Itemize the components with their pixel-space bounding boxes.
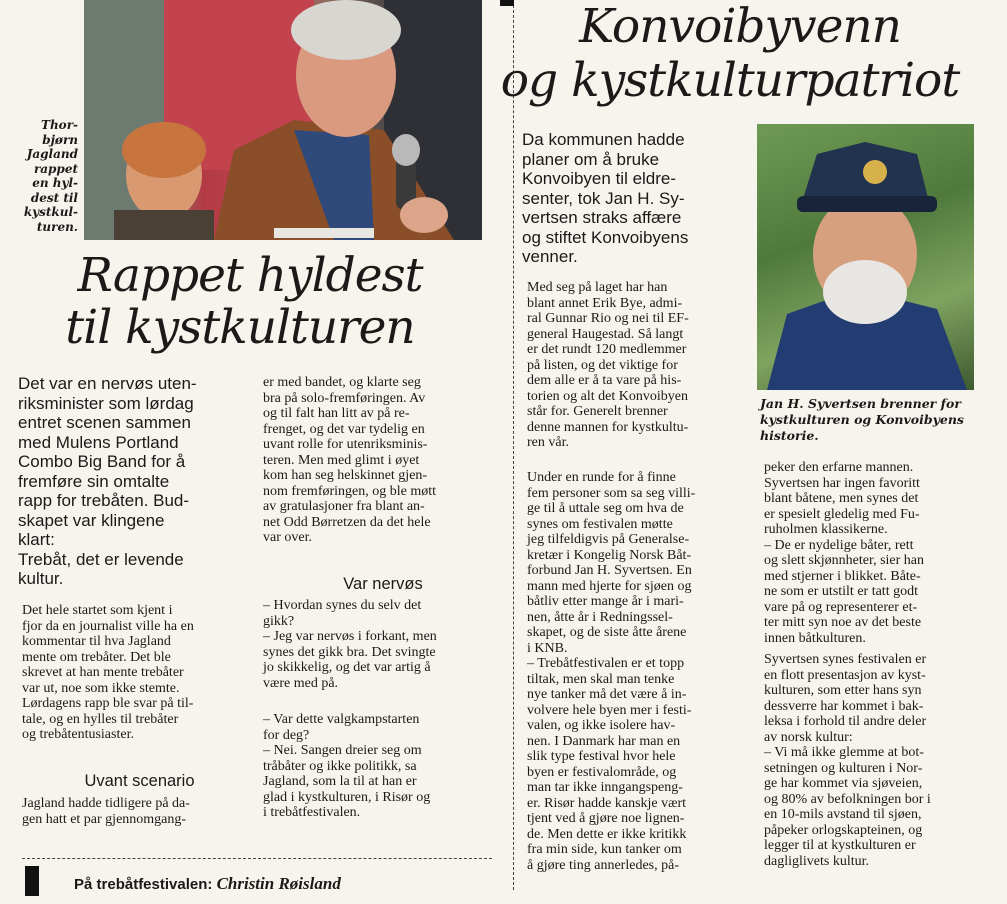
body-line: denne mannen for kystkultu- [527,419,689,435]
body-line: ge har kommet via sjøveien, [764,776,923,791]
body-line: for deg? [263,727,310,743]
body-line: – De er nydelige båter, rett [764,537,914,553]
body-line: Lørdagens rapp ble svar på til- [22,696,194,711]
lede-line: kultur. [18,569,64,588]
article2-col3-body [527,470,755,873]
photo-syvertsen [757,124,974,390]
headline-konvoibyvenn [500,0,960,108]
body-line: – Var dette valgkampstarten [263,712,420,727]
body-line: kretær i Kongelig Norsk Båt- [527,547,692,563]
body-line: påpeker orlogskapteinen, og [764,822,923,838]
subhead-var-nervos: Var nervøs [343,575,423,593]
body-line: torien og alt det Konvoibyen [527,388,688,404]
article2-lede [522,130,752,267]
body-line: glad i kystkulturen, i Risør og [263,789,431,805]
headline-rappet-hyldest [60,250,440,354]
body-line: skapet, og de siste åtte årene [527,625,687,640]
body-line: ral Gunnar Rio og nei til EF- [527,311,689,326]
body-line: Jagland, som la til at han er [263,774,417,789]
body-line: legger til at kystkulturen er [764,838,916,853]
body-line: Med seg på laget har han [527,280,668,295]
body-line: fra min side, kun tanker om [527,842,682,857]
body-line: byen er festivalområde, og [527,764,677,780]
lede-line: klart: [18,530,55,549]
article1-col2-qa2 [263,712,503,821]
body-line: gen hatt et par gjennomgang- [22,811,187,827]
body-line: med stjerner i blikket. Båte- [764,568,921,584]
body-line: innen båtkulturen. [764,630,866,646]
body-line: jo skikkelig, og det var artig å [263,660,431,675]
lede-line: rapp for trebåten. Bud- [18,491,190,510]
body-line: volvere hele byen mer i festi- [527,702,692,718]
body-line: synes det gikk bra. Det svingte [263,644,436,660]
article1-col1-body [22,603,257,743]
body-line: blant båtene, men synes det [764,491,919,506]
body-line: peker den erfarne mannen. [764,460,914,475]
lede-line: med Mulens Portland [18,432,179,452]
body-line: står for. Generelt brenner [527,404,668,419]
photo-jagland-illustration [84,0,482,240]
lede-line: Trebåt, det er levende [18,549,184,569]
caption-line: rappet [33,161,78,176]
lede-line: venner. [522,247,578,266]
caption-line: turen. [36,219,78,234]
body-line: ruholmen klassikerne. [764,522,888,537]
caption-line: dest til [30,190,78,205]
body-line: er det rundt 120 medlemmer [527,342,687,357]
body-line: man tar ikke inngangspeng- [527,780,683,795]
lede-line: riksminister som lørdag [18,393,194,413]
lede-line: vertsen straks affære [522,208,682,227]
body-line: båtliv etter mange år i mari- [527,594,684,609]
headline-line: til kystkulturen [65,300,415,355]
body-line: general Haugestad. Så langt [527,326,684,342]
subhead-uvant-scenario: Uvant scenario [84,772,195,790]
lede-line: Det var en nervøs uten- [18,374,197,393]
lede-line: senter, tok Jan H. Sy- [522,188,685,208]
body-line: de. Men dette er ikke kritikk [527,826,687,842]
body-line: kom han seg helskinnet gjen- [263,468,428,483]
caption-line: bjørn [42,132,78,147]
body-line: gikk? [263,613,295,629]
photo-jagland-rapping [84,0,482,240]
column-divider [513,0,514,890]
body-line: – Trebåtfestivalen er et topp [527,656,685,671]
corner-marker [500,0,514,6]
article1-col1-tail [22,796,257,827]
body-line: teren. Men med glimt i øyet [263,452,420,468]
body-line: er. Risør hadde kanskje vært [527,795,687,811]
footer-byline [74,874,341,894]
caption-line: en hyl- [32,176,78,190]
body-line: og slett skjønnheter, sier han [764,553,925,568]
body-line: nye tanker må det være å in- [527,687,687,702]
body-line: tjent ved å gjøre noe lignen- [527,811,685,826]
body-line: ter mitt syn noe av det beste [764,615,922,630]
body-line: net Odd Børretzen da det hele [263,514,431,530]
body-line: er med bandet, og klarte seg [263,375,421,390]
lede-line: Da kommunen hadde [522,130,685,149]
caption-line: Thor- [41,118,78,132]
lede-line: og stiftet Konvoibyens [522,227,689,247]
body-line: tråbåter og ikke politikk, sa [263,758,417,774]
body-line: slik type festival hvor hele [527,749,676,764]
body-line: Jagland hadde tidligere på da- [22,796,190,811]
body-line: fjor da en journalist ville ha en [22,618,194,634]
body-line: vare på og representerer et- [764,599,918,615]
body-line: i trebåtfestivalen. [263,805,361,820]
body-line: mente om trebåter. Det ble [22,649,171,665]
body-line: uvant rolle for utenriksminis- [263,437,428,452]
caption-line: kystkulturen og Konvoibyens [760,412,964,427]
footer-marker [25,866,39,896]
body-line: på listen, og det viktige for [527,357,678,373]
body-line: nen, åtte år i Redningssel- [527,609,673,625]
caption-line: Jagland [26,147,78,161]
body-line: Syvertsen synes festivalen er [764,652,927,667]
body-line: – Vi må ikke glemme at bot- [764,745,924,760]
body-line: nen. I Danmark har man en [527,733,681,749]
body-line: leksa i forhold til andre deler [764,714,927,729]
body-line: – Hvordan synes du selv det [263,598,422,613]
body-line: ren vår. [527,435,569,450]
body-line: kommentar til hva Jagland [22,634,171,649]
body-line: Under en runde for å finne [527,470,676,485]
body-line: jeg tilfeldigvis på Generalse- [527,532,690,547]
caption-line: historie. [760,428,819,443]
photo-caption-syvertsen [760,396,985,444]
lede-line: planer om å bruke [522,149,660,169]
body-line: blant annet Erik Bye, admi- [527,295,683,311]
body-line: valen, og ikke isolere hav- [527,718,676,733]
body-line: være med på. [263,675,339,691]
body-line: tale, og en hylles til trebåter [22,711,179,727]
body-line: bra på solo-fremføringen. Av [263,390,426,406]
body-line: dem alle er å ta vare på his- [527,373,682,388]
lede-line: Konvoibyen til eldre- [522,169,677,188]
headline-line: og kystkulturpatriot [500,53,960,108]
body-line: var ut, noe som ikke stemte. [22,680,180,696]
body-line: og trebåtentusiaster. [22,727,134,742]
article2-intro [527,280,755,451]
body-line: ne som er utstilt er tatt godt [764,584,918,599]
caption-line: kystkul- [23,205,78,219]
lede-line: skapet var klingene [18,510,165,530]
lede-line: Combo Big Band for å [18,452,186,471]
photo-caption-jagland [10,118,78,234]
article1-lede [18,374,258,589]
article2-col4-body [764,460,994,869]
footer-author: Christin Røisland [216,874,341,893]
body-line: Syvertsen har ingen favoritt [764,475,920,491]
body-line: mann med hjerte for sjøen og [527,578,692,594]
body-line: og til falt han litt av på re- [263,406,410,421]
body-line: ge til å uttale seg om hva de [527,501,684,516]
body-line: en flott presentasjon av kyst- [764,667,926,683]
body-line: – Nei. Sangen dreier seg om [263,743,422,758]
body-line: nom fremføringen, og ble møtt [263,483,437,499]
body-line: frenget, og det var tydelig en [263,421,425,437]
body-line: å gjøre ting annerledes, på- [527,857,679,873]
body-line: er spesielt gledelig med Fu- [764,506,920,522]
body-line: og 80% av befolkningen bor i [764,791,931,807]
body-line: forbund Jan H. Syvertsen. En [527,563,692,578]
body-line: dagliglivets kultur. [764,853,869,869]
body-line: setningen og kulturen i Nor- [764,760,923,776]
footer-divider [22,858,492,859]
photo-syvertsen-illustration [757,124,974,390]
headline-line: Konvoibyvenn [579,0,901,54]
article1-col2-top [263,375,503,546]
body-line: var over. [263,530,312,545]
body-line: tiltak, men skal man tenke [527,671,675,687]
body-line: skrevet at han mente trebåter [22,665,184,680]
body-line: i KNB. [527,640,568,656]
lede-line: entret scenen sammen [18,413,191,432]
body-line: fem personer som sa seg villi- [527,485,696,501]
body-line: Det hele startet som kjent i [22,603,173,618]
body-line: – Jeg var nervøs i forkant, men [263,629,437,644]
body-line: dessverre har kommet i bak- [764,698,924,714]
body-line: en 10-mils avstand til sjøen, [764,807,922,822]
body-line: synes om festivalen møtte [527,516,673,532]
body-line: av gratulasjoner fra blant an- [263,499,425,514]
article1-col2-qa1 [263,598,503,691]
body-line: kulturen, som etter hans syn [764,683,922,698]
body-line: av norsk kultur: [764,729,853,745]
footer-label: På trebåtfestivalen: [74,876,213,893]
headline-line: Rappet hyldest [77,248,423,303]
caption-line: Jan H. Syvertsen brenner for [760,396,961,411]
lede-line: fremføre sin omtalte [18,471,170,491]
